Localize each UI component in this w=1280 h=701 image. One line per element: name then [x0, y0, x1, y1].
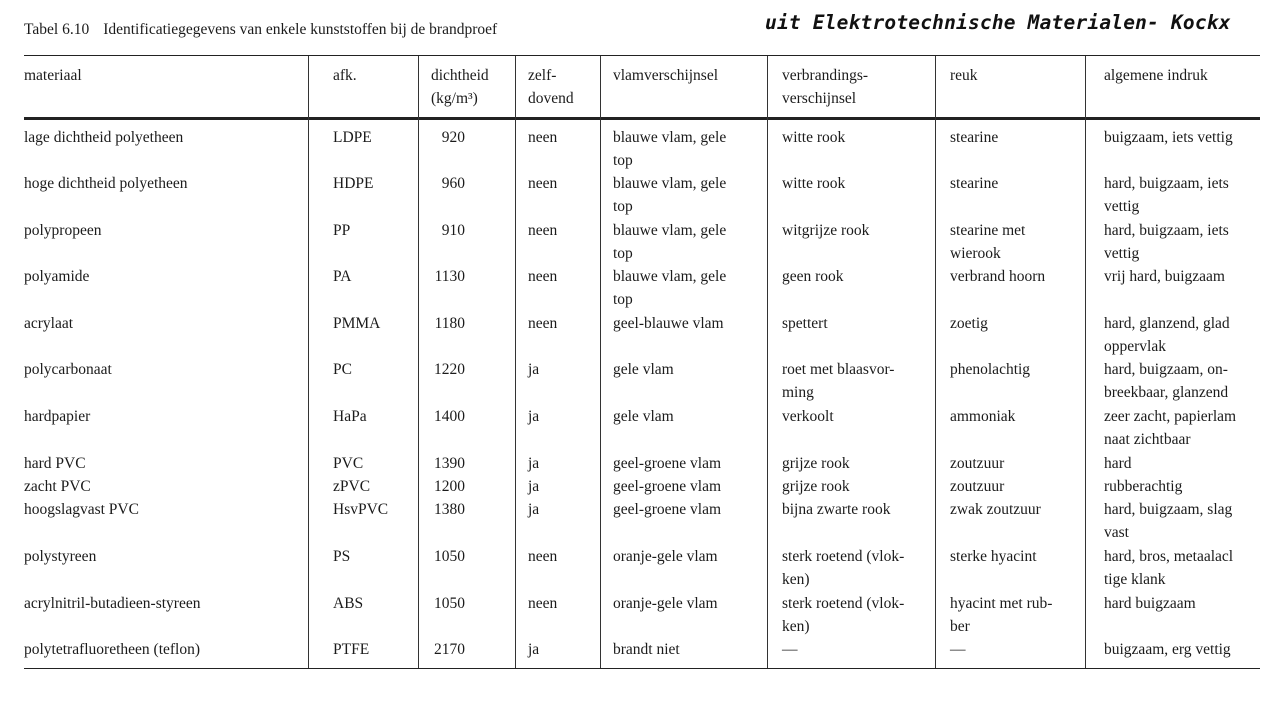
cell-dichtheid: 1130: [434, 268, 465, 285]
cell-indruk: hard, glanzend, glad oppervlak: [1104, 315, 1230, 355]
cell-vlam: geel-groene vlam: [613, 455, 722, 472]
cell-dichtheid: 1220: [434, 361, 465, 378]
cell-afk: LDPE: [333, 129, 372, 146]
cell-materiaal: polytetrafluoretheen (teflon): [24, 641, 201, 658]
cell-zelfdovend: ja: [528, 641, 540, 658]
cell-materiaal: polypropeen: [24, 222, 102, 239]
cell-reuk: stearine: [950, 175, 999, 192]
cell-vlam: geel-groene vlam: [613, 501, 722, 518]
cell-materiaal: hoge dichtheid polyetheen: [24, 175, 188, 192]
cell-verbranding: witte rook: [782, 175, 846, 192]
cell-dichtheid: 910: [441, 222, 465, 239]
cell-vlam: blauwe vlam, gele top: [613, 175, 727, 215]
cell-materiaal: hoogslagvast PVC: [24, 501, 139, 518]
cell-dichtheid: 1400: [434, 408, 465, 425]
cell-afk: HsvPVC: [333, 501, 389, 518]
cell-indruk: buigzaam, iets vettig: [1104, 129, 1233, 146]
cell-afk: PA: [333, 268, 352, 285]
cell-vlam: geel-blauwe vlam: [613, 315, 724, 332]
cell-vlam: oranje-gele vlam: [613, 595, 718, 612]
cell-reuk: zoetig: [950, 315, 988, 332]
source-note: uit Elektrotechnische Materialen- Kockx: [765, 11, 1231, 34]
cell-reuk: —: [950, 641, 966, 658]
cell-zelfdovend: neen: [528, 175, 558, 192]
cell-reuk: zwak zoutzuur: [950, 501, 1041, 518]
cell-materiaal: polyamide: [24, 268, 90, 285]
cell-dichtheid: 960: [441, 175, 465, 192]
column-divider: [600, 56, 601, 668]
cell-materiaal: polycarbonaat: [24, 361, 112, 378]
cell-afk: PMMA: [333, 315, 381, 332]
cell-dichtheid: 1050: [434, 548, 465, 565]
cell-afk: PC: [333, 361, 352, 378]
header-algemene-indruk: algemene indruk: [1104, 67, 1208, 84]
header-vlamverschijnsel: vlamverschijnsel: [613, 67, 719, 84]
cell-zelfdovend: neen: [528, 222, 558, 239]
header-afk: afk.: [333, 67, 357, 84]
cell-dichtheid: 1390: [434, 455, 465, 472]
cell-afk: PP: [333, 222, 351, 239]
cell-afk: HaPa: [333, 408, 367, 425]
cell-verbranding: witte rook: [782, 129, 846, 146]
table-bottom-rule: [24, 668, 1260, 669]
cell-vlam: gele vlam: [613, 361, 674, 378]
cell-indruk: zeer zacht, papierlam naat zichtbaar: [1104, 408, 1237, 448]
cell-reuk: zoutzuur: [950, 455, 1005, 472]
cell-vlam: gele vlam: [613, 408, 674, 425]
cell-verbranding: sterk roetend (vlok- ken): [782, 595, 905, 635]
cell-zelfdovend: neen: [528, 315, 558, 332]
cell-reuk: hyacint met rub- ber: [950, 595, 1053, 635]
cell-vlam: blauwe vlam, gele top: [613, 129, 727, 169]
header-materiaal: materiaal: [24, 67, 82, 84]
cell-materiaal: hardpapier: [24, 408, 91, 425]
cell-zelfdovend: neen: [528, 548, 558, 565]
cell-afk: HDPE: [333, 175, 374, 192]
cell-indruk: buigzaam, erg vettig: [1104, 641, 1231, 658]
cell-vlam: oranje-gele vlam: [613, 548, 718, 565]
table-header-rule: [24, 117, 1260, 120]
cell-verbranding: geen rook: [782, 268, 844, 285]
cell-indruk: hard: [1104, 455, 1132, 472]
column-divider: [935, 56, 936, 668]
cell-verbranding: sterk roetend (vlok- ken): [782, 548, 905, 588]
header-reuk: reuk: [950, 67, 978, 84]
table-top-rule: [24, 55, 1260, 56]
table-number: Tabel 6.10: [24, 21, 90, 38]
cell-materiaal: acrylnitril-butadieen-styreen: [24, 595, 201, 612]
cell-indruk: vrij hard, buigzaam: [1104, 268, 1225, 285]
cell-vlam: brandt niet: [613, 641, 680, 658]
table-caption: [24, 21, 497, 39]
cell-materiaal: hard PVC: [24, 455, 86, 472]
cell-reuk: stearine: [950, 129, 999, 146]
cell-afk: PS: [333, 548, 351, 565]
cell-dichtheid: 1200: [434, 478, 465, 495]
cell-dichtheid: 920: [441, 129, 465, 146]
cell-zelfdovend: neen: [528, 595, 558, 612]
cell-materiaal: acrylaat: [24, 315, 74, 332]
cell-indruk: hard, buigzaam, iets vettig: [1104, 222, 1229, 262]
cell-dichtheid: 1380: [434, 501, 465, 518]
cell-zelfdovend: ja: [528, 408, 540, 425]
cell-zelfdovend: neen: [528, 129, 558, 146]
cell-vlam: geel-groene vlam: [613, 478, 722, 495]
cell-reuk: zoutzuur: [950, 478, 1005, 495]
cell-indruk: hard, bros, metaalacl tige klank: [1104, 548, 1234, 588]
cell-reuk: ammoniak: [950, 408, 1016, 425]
cell-indruk: hard, buigzaam, on- breekbaar, glanzend: [1104, 361, 1229, 401]
cell-verbranding: verkoolt: [782, 408, 834, 425]
header-verbrandingsverschijnsel: verbrandings- verschijnsel: [782, 67, 869, 107]
cell-verbranding: grijze rook: [782, 455, 850, 472]
cell-dichtheid: 1050: [434, 595, 465, 612]
cell-verbranding: bijna zwarte rook: [782, 501, 891, 518]
cell-zelfdovend: ja: [528, 455, 540, 472]
cell-materiaal: zacht PVC: [24, 478, 91, 495]
cell-verbranding: spettert: [782, 315, 828, 332]
cell-afk: zPVC: [333, 478, 371, 495]
cell-vlam: blauwe vlam, gele top: [613, 222, 727, 262]
cell-reuk: phenolachtig: [950, 361, 1031, 378]
column-divider: [515, 56, 516, 668]
cell-zelfdovend: ja: [528, 361, 540, 378]
cell-reuk: verbrand hoorn: [950, 268, 1046, 285]
cell-indruk: hard, buigzaam, iets vettig: [1104, 175, 1229, 215]
cell-materiaal: lage dichtheid polyetheen: [24, 129, 184, 146]
cell-dichtheid: 1180: [434, 315, 465, 332]
cell-reuk: stearine met wierook: [950, 222, 1026, 262]
header-dichtheid: dichtheid (kg/m³): [431, 67, 489, 107]
table-title: Identificatiegegevens van enkele kunststoffen bij de brandproef: [103, 21, 498, 38]
cell-afk: ABS: [333, 595, 364, 612]
cell-indruk: hard, buigzaam, slag vast: [1104, 501, 1233, 541]
column-divider: [1085, 56, 1086, 668]
cell-materiaal: polystyreen: [24, 548, 97, 565]
cell-verbranding: witgrijze rook: [782, 222, 870, 239]
cell-zelfdovend: ja: [528, 478, 540, 495]
cell-afk: PTFE: [333, 641, 370, 658]
cell-indruk: rubberachtig: [1104, 478, 1183, 495]
column-divider: [767, 56, 768, 668]
cell-indruk: hard buigzaam: [1104, 595, 1196, 612]
cell-reuk: sterke hyacint: [950, 548, 1037, 565]
column-divider: [308, 56, 309, 668]
cell-afk: PVC: [333, 455, 364, 472]
cell-dichtheid: 2170: [434, 641, 465, 658]
cell-verbranding: grijze rook: [782, 478, 850, 495]
header-zelfdovend: zelf- dovend: [528, 67, 574, 107]
cell-vlam: blauwe vlam, gele top: [613, 268, 727, 308]
cell-verbranding: roet met blaasvor- ming: [782, 361, 895, 401]
cell-verbranding: —: [782, 641, 798, 658]
cell-zelfdovend: neen: [528, 268, 558, 285]
cell-zelfdovend: ja: [528, 501, 540, 518]
